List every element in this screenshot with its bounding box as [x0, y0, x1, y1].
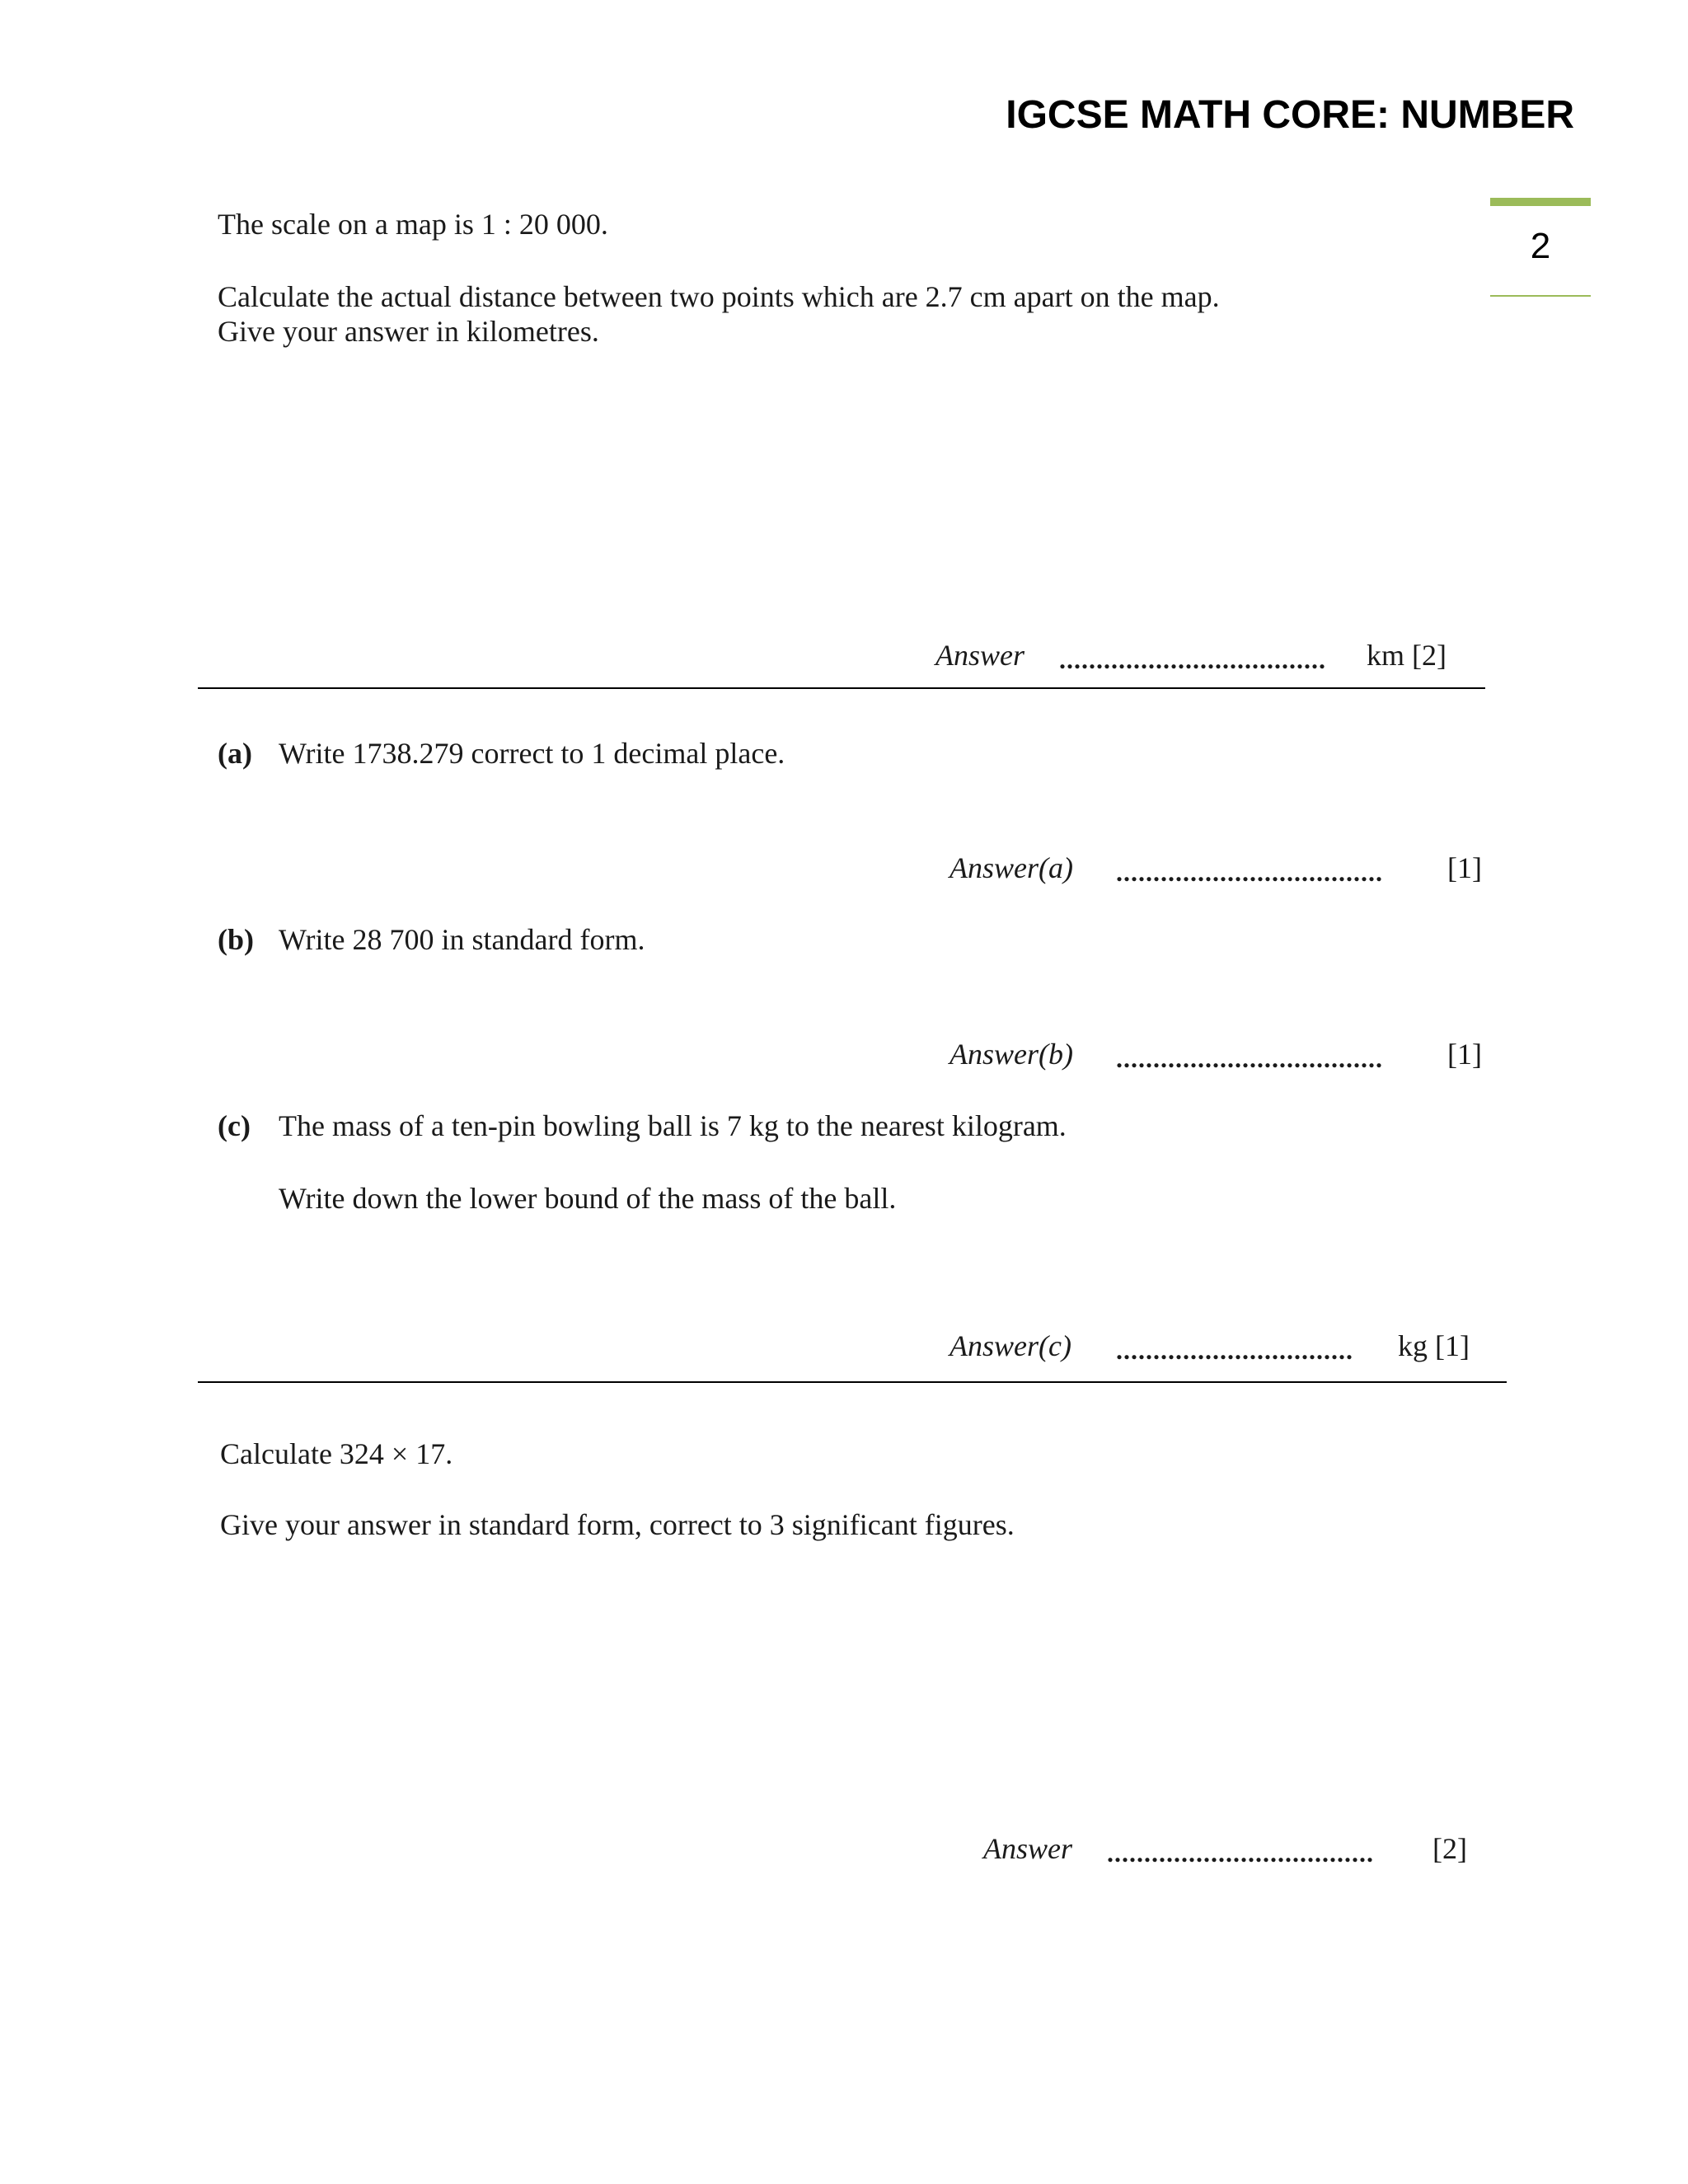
question-2a-text: Write 1738.279 correct to 1 decimal place. [279, 737, 785, 770]
page-number-accent-bar-bottom [1490, 295, 1591, 297]
question-2a-answer-label: Answer(a) [950, 851, 1073, 884]
question-1-instruction-text: Calculate the actual distance between two points which are 2.7 cm apart on the map. [218, 280, 1220, 313]
question-2c-text: The mass of a ten-pin bowling ball is 7 kg to the nearest kilogram. [279, 1109, 1067, 1142]
question-2b-text: Write 28 700 in standard form. [279, 923, 645, 956]
question-3-calculation-text: Calculate 324 × 17. [220, 1437, 453, 1470]
document-header-title: IGCSE MATH CORE: NUMBER [1006, 93, 1574, 137]
question-1-units-text: Give your answer in kilometres. [218, 315, 599, 348]
question-2b-answer-label: Answer(b) [950, 1038, 1073, 1071]
question-1-scale-text: The scale on a map is 1 : 20 000. [218, 208, 608, 241]
question-2b-marks: [1] [1447, 1038, 1482, 1071]
question-2b-answer-line[interactable]: .................................... [1116, 1043, 1383, 1073]
question-divider-1 [198, 687, 1485, 689]
question-divider-2 [198, 1381, 1507, 1383]
question-2c-unit-marks: kg [1] [1398, 1329, 1470, 1362]
question-2c-answer-label: Answer(c) [950, 1329, 1071, 1362]
page-number-accent-bar-top [1490, 198, 1591, 206]
question-3-marks: [2] [1432, 1832, 1467, 1865]
question-2a-marks: [1] [1447, 851, 1482, 884]
question-3-answer-label: Answer [983, 1832, 1072, 1865]
page-number-box [1490, 198, 1591, 298]
page-number: 2 [1530, 226, 1551, 266]
question-2c-answer-line[interactable]: ................................ [1116, 1335, 1353, 1365]
question-1-unit-marks: km [2] [1367, 639, 1447, 672]
question-1-answer-label: Answer [935, 639, 1025, 672]
question-2c-label: (c) [218, 1109, 251, 1142]
question-3-instruction-text: Give your answer in standard form, correct to 3 significant figures. [220, 1508, 1015, 1541]
question-2c-instruction-text: Write down the lower bound of the mass of the ball. [279, 1182, 897, 1215]
question-2a-answer-line[interactable]: .................................... [1116, 857, 1383, 887]
question-2b-label: (b) [218, 923, 254, 956]
question-2a-label: (a) [218, 737, 252, 770]
question-3-answer-line[interactable]: .................................... [1107, 1838, 1374, 1868]
question-1-answer-line[interactable]: .................................... [1059, 644, 1326, 674]
